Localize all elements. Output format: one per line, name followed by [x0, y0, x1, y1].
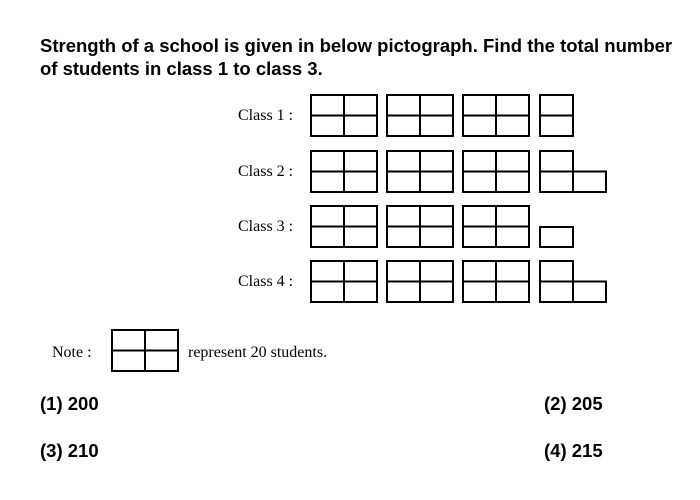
option-3[interactable]: (3) 210: [40, 440, 99, 461]
option-4[interactable]: (4) 215: [544, 440, 603, 461]
full-symbol: [311, 261, 377, 302]
note-symbol: [112, 330, 178, 371]
class-4-symbols: [311, 261, 606, 302]
note-text: represent 20 students.: [188, 344, 328, 361]
question-text: Strength of a school is given in below pictograph. Find the total number of students in class 1 to class 3.: [40, 35, 673, 79]
full-symbol: [387, 151, 453, 192]
note-label: Note :: [52, 344, 92, 361]
quarter-symbol: [540, 227, 573, 247]
option-1[interactable]: (1) 200: [40, 393, 99, 414]
class-1-symbols: [311, 95, 573, 136]
class-2-symbols: [311, 151, 606, 192]
full-symbol: [387, 206, 453, 247]
full-symbol: [387, 95, 453, 136]
full-symbol: [463, 261, 529, 302]
option-2[interactable]: (2) 205: [544, 393, 603, 414]
class-3-symbols: [311, 206, 573, 247]
row-label-class-1: Class 1 :: [238, 107, 294, 124]
full-symbol: [311, 95, 377, 136]
row-label-class-4: Class 4 :: [238, 273, 294, 290]
row-label-class-2: Class 2 :: [238, 163, 294, 180]
full-symbol: [387, 261, 453, 302]
row-label-class-3: Class 3 :: [238, 218, 294, 235]
full-symbol: [311, 151, 377, 192]
full-symbol: [311, 206, 377, 247]
full-symbol: [463, 151, 529, 192]
three-quarter-symbol: [540, 261, 606, 302]
full-symbol: [463, 95, 529, 136]
full-symbol: [463, 206, 529, 247]
three-quarter-symbol: [540, 151, 606, 192]
half-symbol: [540, 95, 573, 136]
